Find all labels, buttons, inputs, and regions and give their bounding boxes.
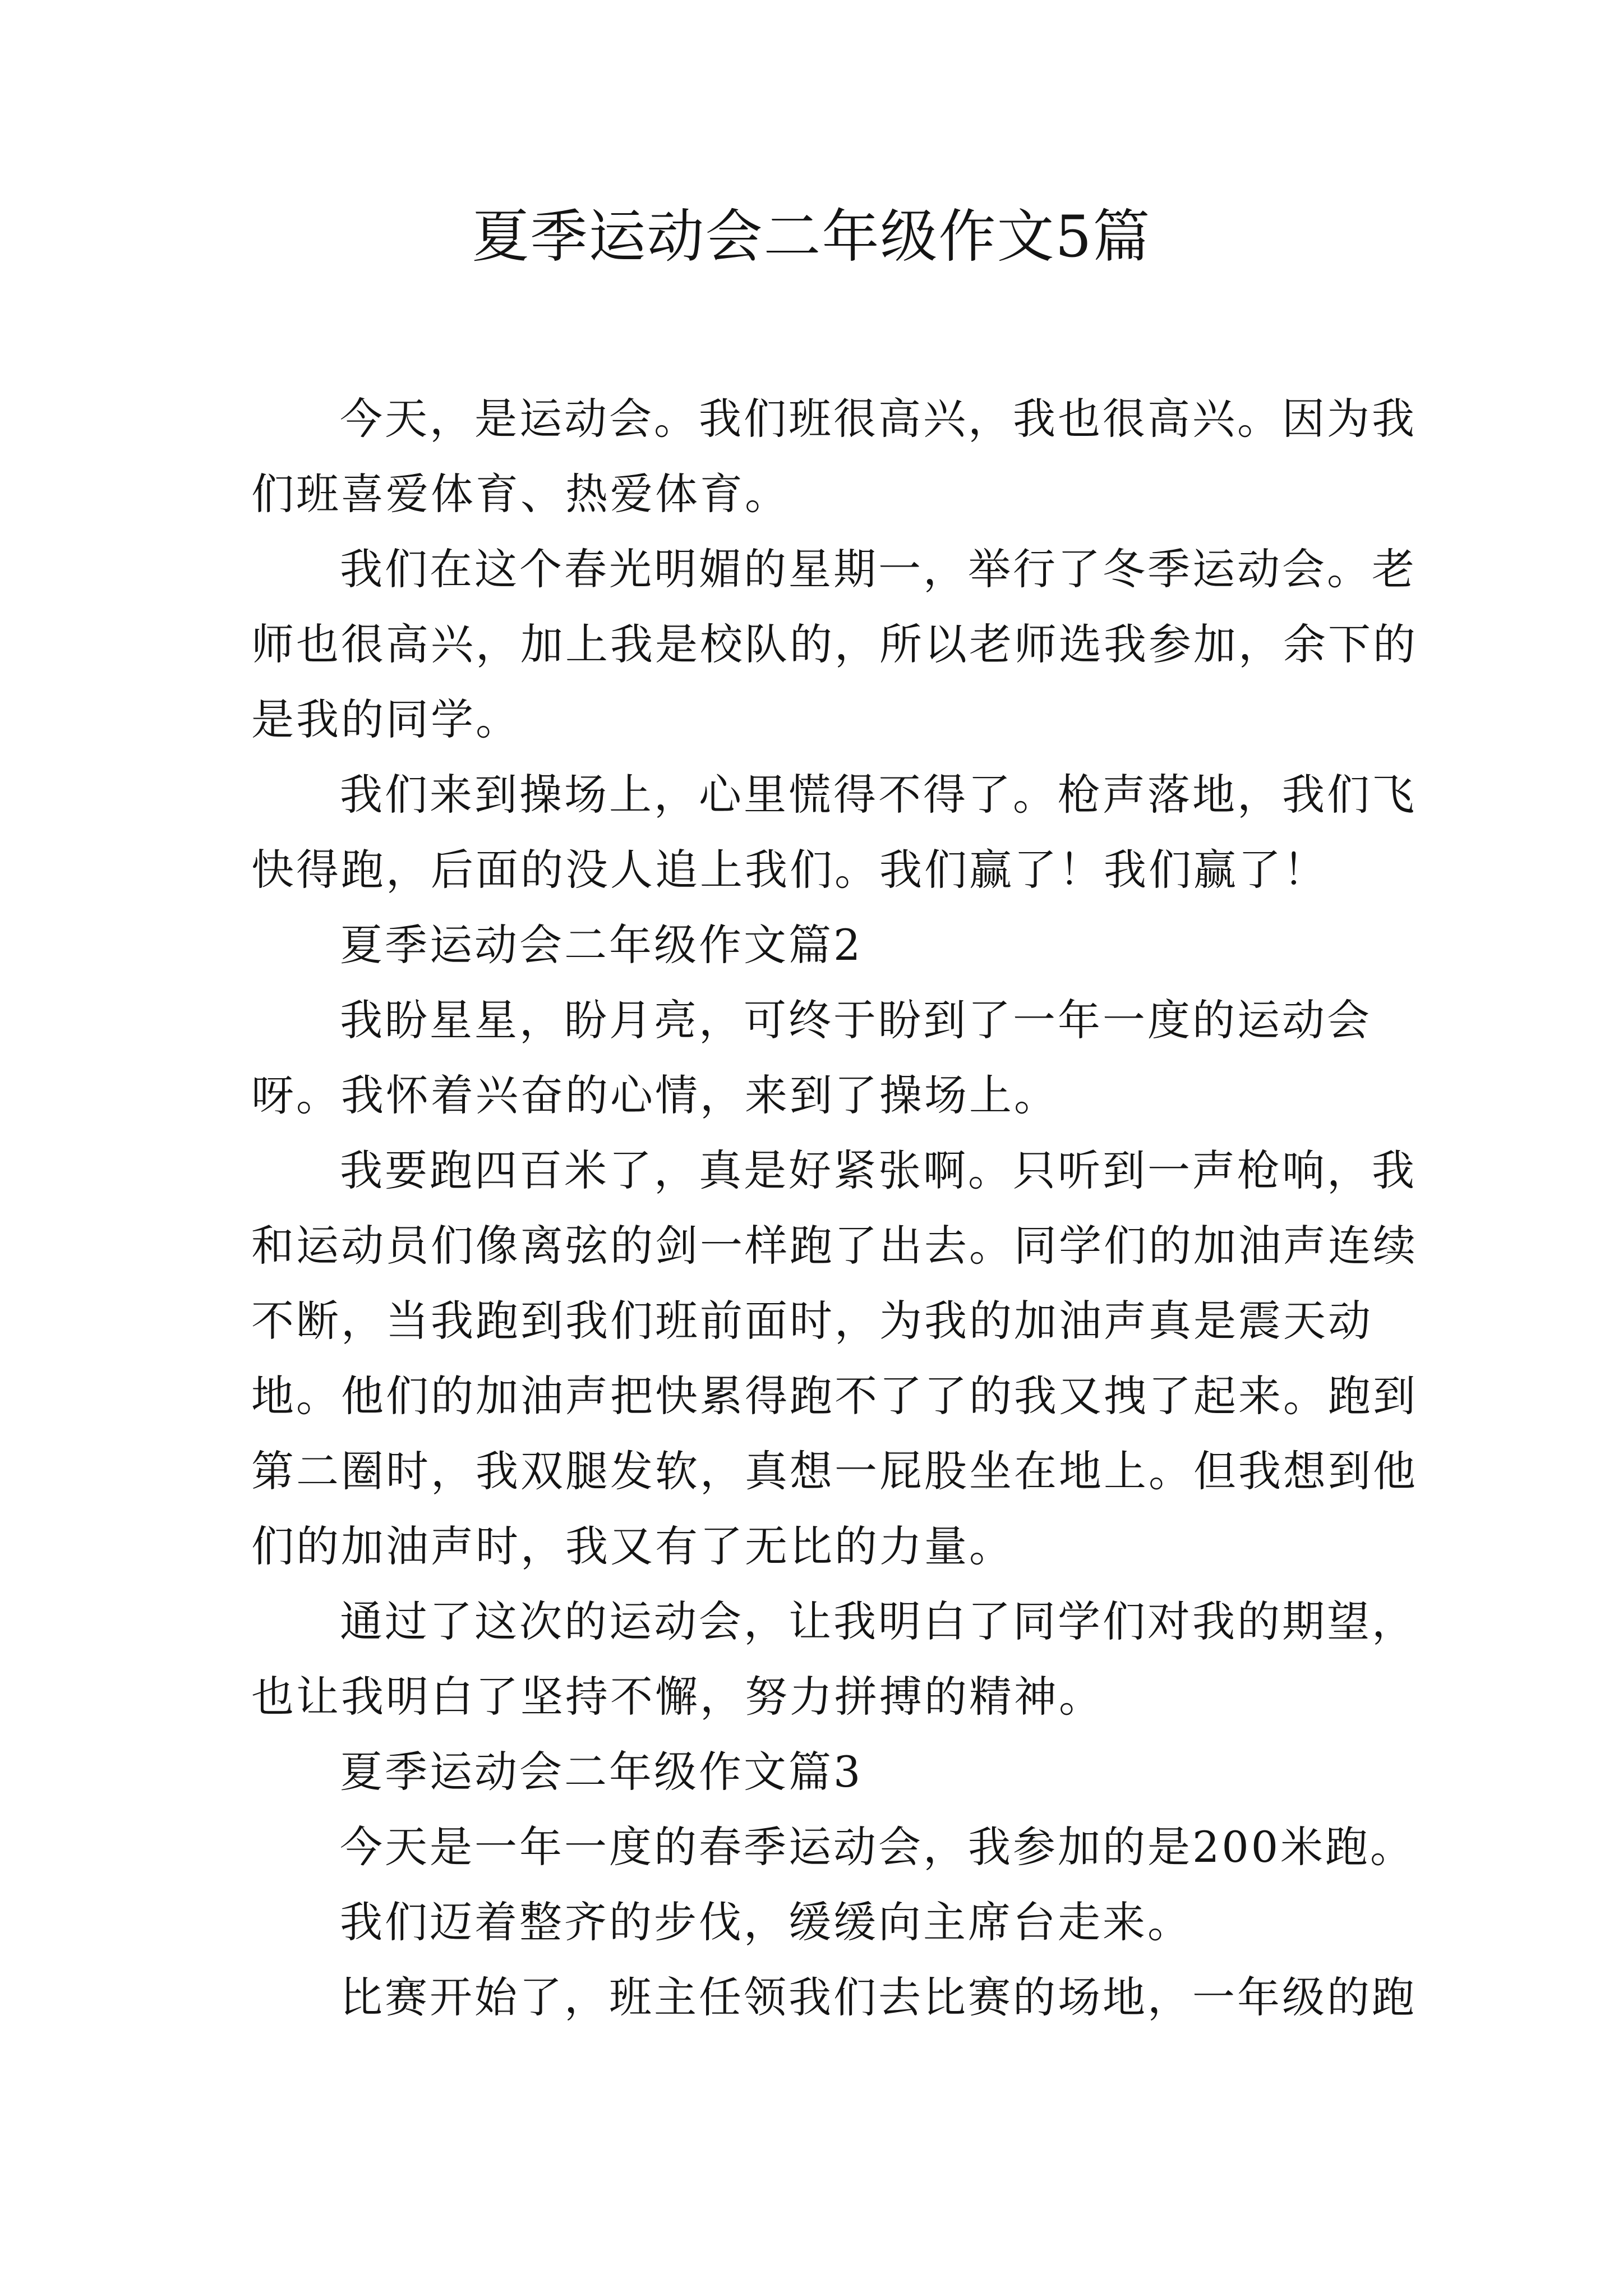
paragraph: 我们迈着整齐的步伐，缓缓向主席台走来。 bbox=[340, 1897, 1192, 1947]
paragraph: 我盼星星，盼月亮，可终于盼到了一年一度的运动会呀。我怀着兴奋的心情，来到了操场上。 bbox=[251, 995, 1372, 1120]
section-heading: 夏季运动会二年级作文篇3 bbox=[340, 1747, 863, 1797]
paragraph: 通过了这次的运动会，让我明白了同学们对我的期望，也让我明白了坚持不懈，努力拼搏的精神。 bbox=[251, 1596, 1417, 1722]
paragraph: 我们在这个春光明媚的星期一，举行了冬季运动会。老师也很高兴，加上我是校队的，所以老师选我参加，余下的是我的同学。 bbox=[251, 544, 1418, 744]
document-title: 夏季运动会二年级作文5篇 bbox=[472, 204, 1151, 270]
document-body bbox=[251, 381, 1418, 2035]
paragraph: 今天，是运动会。我们班很高兴，我也很高兴。因为我们班喜爱体育、热爱体育。 bbox=[251, 394, 1417, 519]
section-heading: 夏季运动会二年级作文篇2 bbox=[340, 920, 863, 970]
paragraph: 我要跑四百米了，真是好紧张啊。只听到一声枪响，我和运动员们像离弦的剑一样跑了出去。同学们的加油声连续不断，当我跑到我们班前面时，为我的加油声真是震天动地。他们的加油声把快累得跑不了了的我又拽了起来。跑到第二圈时，我双腿发软，真想一屁股坐在地上。但我想到他们的加油声时，我又有了无比的力量。 bbox=[251, 1145, 1418, 1571]
paragraph: 我们来到操场上，心里慌得不得了。枪声落地，我们飞快得跑，后面的没人追上我们。我们赢了！我们赢了！ bbox=[251, 770, 1417, 895]
paragraph: 比赛开始了，班主任领我们去比赛的场地，一年级的跑 bbox=[340, 1972, 1417, 2022]
paragraph: 今天是一年一度的春季运动会，我参加的是200米跑。 bbox=[340, 1822, 1415, 1872]
